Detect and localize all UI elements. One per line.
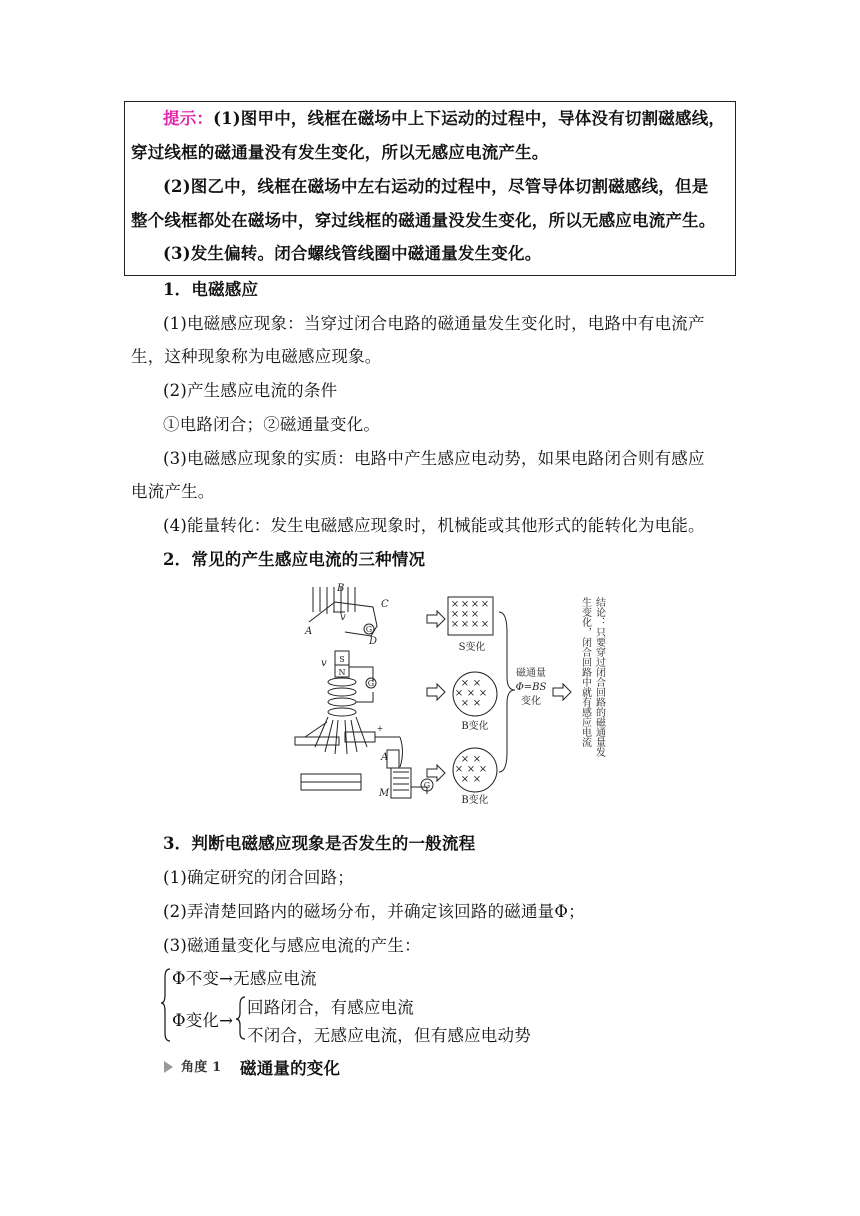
svg-text:×: × <box>470 609 480 620</box>
caption-s-change: S变化 <box>458 642 486 653</box>
svg-text:×: × <box>460 599 470 610</box>
flow-no-change: Φ不变→无感应电流 <box>172 969 317 988</box>
galvanometer-1: G <box>365 625 373 634</box>
label-C: C <box>381 599 389 610</box>
caption-b-change-2: B变化 <box>461 795 489 804</box>
label-A: A <box>305 626 313 637</box>
s3-p1: (1)确定研究的闭合回路； <box>163 868 354 887</box>
tip-line-4: 整个线框都处在磁场中，穿过线框的磁通量没发生变化，所以无感应电流产生。 <box>131 211 716 230</box>
s3-p2: (2)弄清楚回路内的磁场分布，并确定该回路的磁通量Φ； <box>163 902 585 921</box>
flux-label: 磁通量 <box>516 668 546 679</box>
conclusion-col-1: 结论：只要穿过闭合回路的磁通量发 <box>593 597 605 757</box>
svg-text:×: × <box>472 774 482 785</box>
s1-p4: (4)能量转化：发生电磁感应现象时，机械能或其他形式的能转化为电能。 <box>163 516 705 535</box>
section-3-title: 3．判断电磁感应现象是否发生的一般流程 <box>163 834 476 853</box>
svg-text:×: × <box>460 698 470 709</box>
svg-text:×: × <box>466 688 476 699</box>
s1-p3a: (3)电磁感应现象的实质：电路中产生感应电动势，如果电路闭合则有感应 <box>163 449 705 468</box>
svg-text:×: × <box>480 619 490 630</box>
tip-text: (1)图甲中，线框在磁场中上下运动的过程中，导体没有切割磁感线， <box>213 109 726 128</box>
label-A2: A <box>381 752 389 763</box>
svg-text:×: × <box>450 609 460 620</box>
flux-formula: Φ=BS <box>515 682 547 693</box>
angle-tag: 角度 1 <box>181 1060 222 1075</box>
magnet-N: N <box>338 668 346 677</box>
svg-text:×: × <box>460 678 470 689</box>
angle-arrow-icon <box>164 1061 173 1073</box>
galvanometer-3: G <box>423 781 431 790</box>
flux-change: 变化 <box>521 696 541 707</box>
svg-text:×: × <box>460 619 470 630</box>
svg-text:×: × <box>470 619 480 630</box>
svg-text:×: × <box>478 764 488 775</box>
tip-line-2: 穿过线框的磁通量没有发生变化，所以无感应电流产生。 <box>131 143 549 162</box>
magnet-S: S <box>339 655 345 664</box>
panel-3-circuit <box>295 722 433 798</box>
tip-label: 提示： <box>163 109 214 128</box>
section-2-title: 2．常见的产生感应电流的三种情况 <box>163 550 426 569</box>
tip-line-1 <box>163 108 725 130</box>
label-v: v <box>340 612 346 623</box>
svg-text:×: × <box>478 688 488 699</box>
svg-text:×: × <box>470 599 480 610</box>
svg-text:×: × <box>472 754 482 765</box>
tip-line-3: (2)图乙中，线框在磁场中左右运动的过程中，尽管导体切割磁感线，但是 <box>163 177 709 196</box>
s1-p1a: (1)电磁感应现象：当穿过闭合电路的磁通量发生变化时，电路中有电流产 <box>163 314 705 333</box>
svg-text:×: × <box>480 599 490 610</box>
svg-text:×: × <box>450 619 460 630</box>
svg-text:×: × <box>450 599 460 610</box>
svg-text:×: × <box>472 698 482 709</box>
svg-text:×: × <box>454 688 464 699</box>
flow-open: 不闭合，无感应电流，但有感应电动势 <box>247 1026 531 1045</box>
svg-text:×: × <box>472 678 482 689</box>
caption-b-change-1: B变化 <box>461 721 489 732</box>
section-1-title: 1．电磁感应 <box>163 280 259 299</box>
flow-closed: 回路闭合，有感应电流 <box>247 998 414 1017</box>
svg-text:×: × <box>454 764 464 775</box>
angle-title: 磁通量的变化 <box>240 1059 341 1078</box>
s1-p3b: 电流产生。 <box>131 482 215 501</box>
induction-figure <box>285 582 615 804</box>
svg-text:×: × <box>460 754 470 765</box>
battery-plus: + <box>376 724 384 733</box>
svg-text:×: × <box>460 774 470 785</box>
galvanometer-2: G <box>367 679 375 688</box>
tip-line-5: (3)发生偏转。闭合螺线管线圈中磁通量发生变化。 <box>163 244 542 263</box>
s1-p1b: 生，这种现象称为电磁感应现象。 <box>131 347 382 366</box>
label-D: D <box>369 636 378 647</box>
label-M: M <box>379 788 390 799</box>
s1-p2c: ①电路闭合；②磁通量变化。 <box>163 415 381 434</box>
s3-p3: (3)磁通量变化与感应电流的产生： <box>163 936 421 955</box>
label-B: B <box>337 583 345 594</box>
label-v-2: v <box>321 658 327 669</box>
svg-text:×: × <box>460 609 470 620</box>
flow-change: Φ变化→ <box>172 1011 234 1030</box>
s1-p2: (2)产生感应电流的条件 <box>163 381 338 400</box>
svg-text:×: × <box>466 764 476 775</box>
conclusion-col-2: 生变化，闭合回路中就有感应电流 <box>579 597 591 747</box>
